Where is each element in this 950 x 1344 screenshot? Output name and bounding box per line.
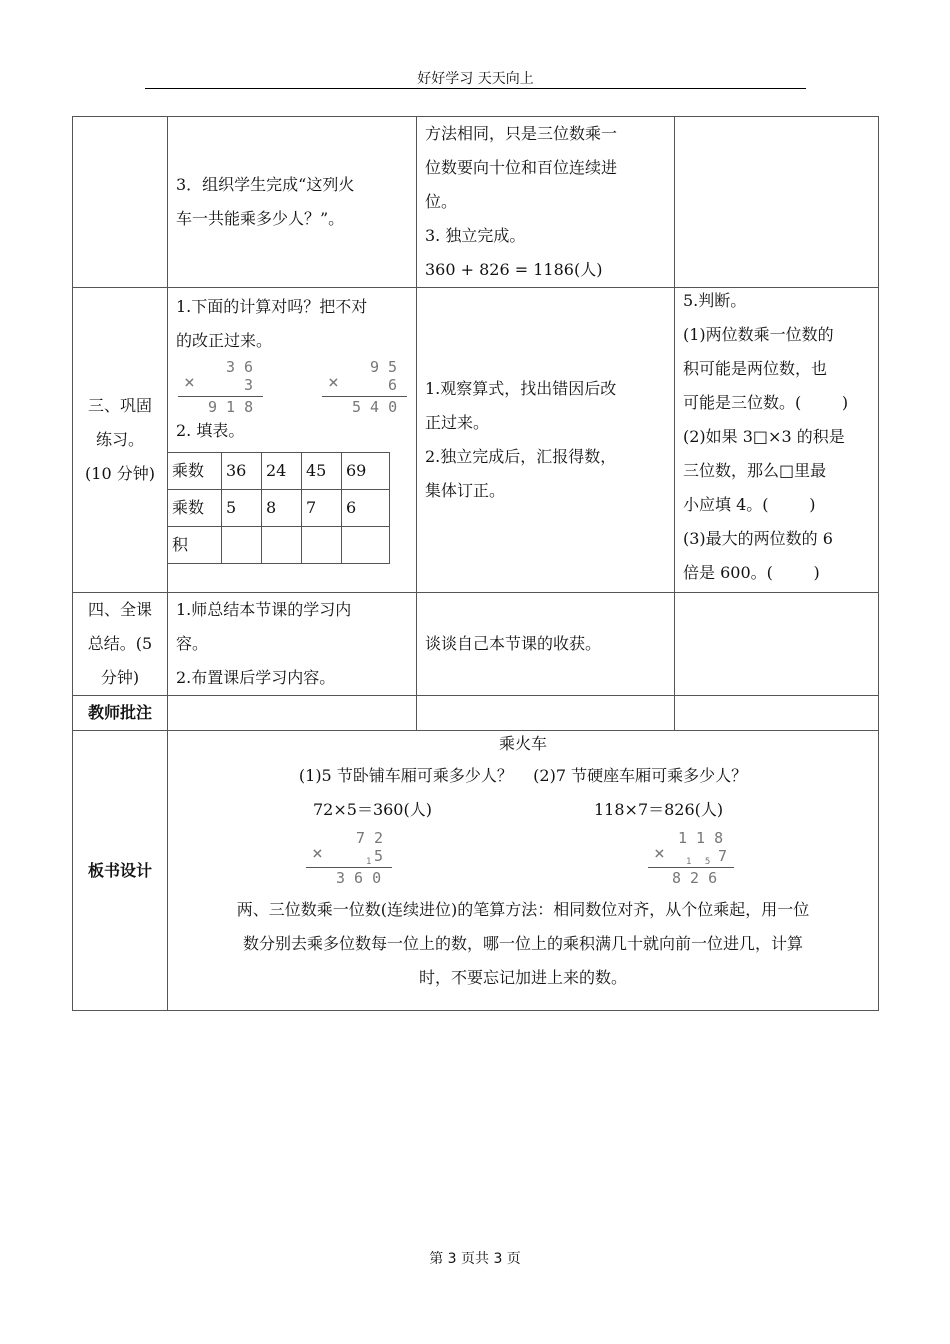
fill-table-blank[interactable] xyxy=(342,527,390,564)
student-text-line: 正过来。 xyxy=(425,413,490,432)
board-questions: (1)5 节卧铺车厢可乘多少人？ (2)7 节硬座车厢可乘多少人？ xyxy=(298,766,748,785)
fill-table-blank[interactable] xyxy=(262,527,302,564)
teacher-text-line: 3．组织学生完成“这列火 xyxy=(176,175,355,194)
student-text-line: 3. 独立完成。 xyxy=(425,226,526,245)
table-row xyxy=(73,696,879,731)
extra-text-line: (1)两位数乘一位数的 xyxy=(683,325,834,344)
comment-cell[interactable] xyxy=(168,696,417,731)
fill-table-cell: 69 xyxy=(342,453,390,490)
fill-table-blank[interactable] xyxy=(222,527,262,564)
calc-multiplicand: 9 5 xyxy=(370,358,398,376)
teacher-text-line: 车一共能乘多少人？”。 xyxy=(176,209,345,228)
extra-text-line: (2)如果 3□×3 的积是 xyxy=(683,427,845,446)
board-equations xyxy=(168,793,878,829)
calc-rule xyxy=(306,867,392,868)
student-activity-cell xyxy=(417,288,675,593)
teacher-activity-cell xyxy=(168,288,417,593)
comment-cell[interactable] xyxy=(417,696,675,731)
calc-multiplicand: 3 6 xyxy=(226,358,254,376)
extra-text-line: 小应填 4。( ) xyxy=(683,495,816,514)
student-text-line: 360 + 826 = 1186(人) xyxy=(425,260,603,279)
student-text-line: 谈谈自己本节课的收获。 xyxy=(425,634,602,653)
stage-cell xyxy=(73,117,168,288)
page-footer: 第 3 页共 3 页 xyxy=(429,1251,521,1267)
calc-multiplier: 6 xyxy=(388,376,398,394)
comment-label: 教师批注 xyxy=(73,696,168,731)
calc-result: 5 4 0 xyxy=(352,398,398,416)
student-text-line: 位数要向十位和百位连续进 xyxy=(425,158,618,177)
board-title: 乘火车 xyxy=(498,734,547,753)
fill-table-cell: 45 xyxy=(302,453,342,490)
carry-digits: 1 5 xyxy=(686,857,715,867)
stage-cell xyxy=(73,593,168,696)
calc-result: 9 1 8 xyxy=(208,398,254,416)
fill-table-cell: 8 xyxy=(262,490,302,527)
calc-multiplicand: 7 2 xyxy=(356,829,384,847)
board-design-label: 板书设计 xyxy=(73,731,168,1011)
teacher-activity-cell xyxy=(168,593,417,696)
fill-table-header: 积 xyxy=(168,527,222,564)
table-row xyxy=(73,593,879,696)
vertical-calcs xyxy=(176,358,416,420)
board-calc-2 xyxy=(648,829,734,891)
multiply-sign: × xyxy=(184,372,195,393)
carry-digit: 1 xyxy=(366,857,372,867)
extra-text-line: (3)最大的两位数的 6 xyxy=(683,529,833,548)
header-rule xyxy=(145,88,806,89)
calc-rule xyxy=(648,867,734,868)
calc-rule xyxy=(322,396,407,397)
stage-time: (10 分钟) xyxy=(85,464,155,483)
equation-2: 118×7＝826(人) xyxy=(594,800,724,819)
extra-text-line: 三位数，那么□里最 xyxy=(683,461,827,480)
student-text-line: 方法相同，只是三位数乘一 xyxy=(425,124,618,143)
stage-label: 总结。(5 xyxy=(87,634,153,653)
calc-multiplier: 3 xyxy=(244,376,254,394)
teacher-text-line: 2.布置课后学习内容。 xyxy=(176,668,336,687)
calc-multiplicand: 1 1 8 xyxy=(678,829,724,847)
teacher-text-line: 容。 xyxy=(176,634,209,653)
calc-multiplier: 7 xyxy=(718,847,728,865)
page-header: 好好学习 天天向上 xyxy=(417,71,534,87)
question-1-text: 1.下面的计算对吗？把不对 xyxy=(176,297,368,316)
question-1-text: 的改正过来。 xyxy=(176,331,273,350)
calc-rule xyxy=(178,396,263,397)
vertical-calc-b xyxy=(322,358,407,420)
comment-cell[interactable] xyxy=(675,696,879,731)
multiply-sign: × xyxy=(312,843,323,864)
question-2-text: 2. 填表。 xyxy=(176,421,245,440)
student-activity-cell xyxy=(417,117,675,288)
calc-result: 3 6 0 xyxy=(336,869,382,887)
student-text-line: 集体订正。 xyxy=(425,481,506,500)
multiply-sign: × xyxy=(654,843,665,864)
fill-table-row xyxy=(168,527,390,564)
table-row xyxy=(73,288,879,593)
multiply-sign: × xyxy=(328,372,339,393)
student-activity-cell xyxy=(417,593,675,696)
stage-cell xyxy=(73,288,168,593)
fill-table-header: 乘数 xyxy=(168,490,222,527)
equation-1: 72×5＝360(人) xyxy=(313,800,432,819)
table-row xyxy=(73,731,879,1011)
fill-table-cell: 5 xyxy=(222,490,262,527)
teacher-activity-cell xyxy=(168,117,417,288)
student-text-line: 2.独立完成后，汇报得数， xyxy=(425,447,617,466)
board-calc-1 xyxy=(306,829,392,891)
fill-table-header: 乘数 xyxy=(168,453,222,490)
table-row xyxy=(73,117,879,288)
design-intent-cell xyxy=(675,117,879,288)
board-method-line: 时，不要忘记加进上来的数。 xyxy=(418,968,627,987)
stage-label: 练习。 xyxy=(95,430,144,449)
fill-table-row xyxy=(168,490,390,527)
board-method-line: 两、三位数乘一位数(连续进位)的笔算方法：相同数位对齐，从个位乘起，用一位 xyxy=(236,900,810,919)
board-method-line: 数分别去乘多位数每一位上的数，哪一位上的乘积满几十就向前一位进几，计算 xyxy=(242,934,803,953)
fill-table-cell: 7 xyxy=(302,490,342,527)
fill-table-row xyxy=(168,453,390,490)
extra-exercise-cell xyxy=(675,288,879,593)
extra-text-line: 5.判断。 xyxy=(683,291,747,310)
stage-time: 分钟) xyxy=(100,668,140,687)
fill-table-cell: 36 xyxy=(222,453,262,490)
fill-table-blank[interactable] xyxy=(302,527,342,564)
stage-label: 三、巩固 xyxy=(87,396,152,415)
extra-text-line: 可能是三位数。( ) xyxy=(683,393,849,412)
board-design-cell xyxy=(168,731,879,1011)
extra-text-line: 倍是 600。( ) xyxy=(683,563,820,582)
calc-result: 8 2 6 xyxy=(672,869,718,887)
lesson-table xyxy=(72,116,879,1011)
calc-multiplier: 5 xyxy=(374,847,384,865)
extra-text-line: 积可能是两位数，也 xyxy=(683,359,828,378)
design-intent-cell xyxy=(675,593,879,696)
board-vertical-calcs xyxy=(168,829,878,893)
vertical-calc-a xyxy=(178,358,263,420)
fill-in-table xyxy=(167,452,390,564)
teacher-text-line: 1.师总结本节课的学习内 xyxy=(176,600,352,619)
fill-table-cell: 24 xyxy=(262,453,302,490)
stage-label: 四、全课 xyxy=(87,600,152,619)
fill-table-cell: 6 xyxy=(342,490,390,527)
student-text-line: 位。 xyxy=(425,192,458,211)
student-text-line: 1.观察算式，找出错因后改 xyxy=(425,379,617,398)
